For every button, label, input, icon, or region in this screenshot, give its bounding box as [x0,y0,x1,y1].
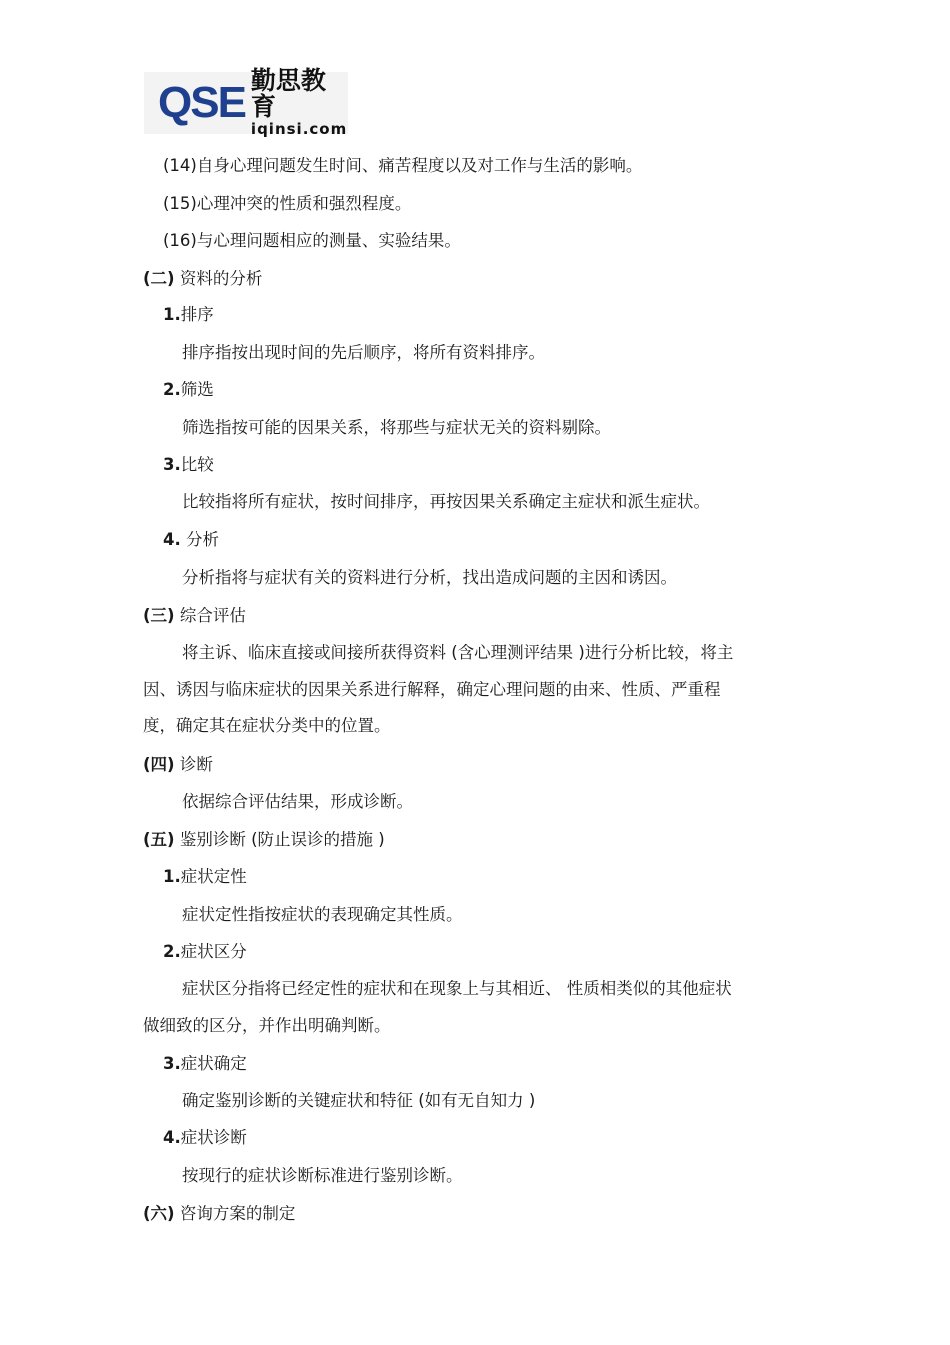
subheading-symptom-diagnosis: 4.症状诊断 [163,1128,247,1147]
section-heading-3: (三) 综合评估 [143,606,246,625]
paragraph: 度，确定其在症状分类中的位置。 [143,716,391,735]
section-heading-4: (四) 诊断 [143,755,213,774]
section-heading-6: (六) 咨询方案的制定 [143,1204,296,1223]
paragraph: 按现行的症状诊断标准进行鉴别诊断。 [182,1166,463,1185]
logo-text [250,65,348,139]
section-heading-2: (二) 资料的分析 [143,269,263,288]
list-item-14: (14)自身心理问题发生时间、痛苦程度以及对工作与生活的影响。 [163,156,643,175]
paragraph: 比较指将所有症状，按时间排序，再按因果关系确定主症状和派生症状。 [182,492,710,511]
subheading-symptom-distinction: 2.症状区分 [163,942,247,961]
subheading-symptom-nature: 1.症状定性 [163,867,247,886]
paragraph: 症状区分指将已经定性的症状和在现象上与其相近、 性质相类似的其他症状 [182,979,732,998]
paragraph: 分析指将与症状有关的资料进行分析，找出造成问题的主因和诱因。 [182,568,677,587]
logo-mark: QSE [158,78,245,127]
paragraph: 症状定性指按症状的表现确定其性质。 [182,905,463,924]
subheading-symptom-confirm: 3.症状确定 [163,1054,247,1073]
paragraph: 将主诉、临床直接或间接所获得资料 (含心理测评结果 )进行分析比较，将主 [182,643,734,662]
logo [144,65,348,139]
subheading-filter: 2.筛选 [163,380,214,399]
paragraph: 确定鉴别诊断的关键症状和特征 (如有无自知力 ) [182,1091,536,1110]
paragraph: 排序指按出现时间的先后顺序，将所有资料排序。 [182,343,545,362]
paragraph: 筛选指按可能的因果关系，将那些与症状无关的资料剔除。 [182,418,611,437]
list-item-15: (15)心理冲突的性质和强烈程度。 [163,194,412,213]
paragraph: 依据综合评估结果，形成诊断。 [182,792,413,811]
subheading-sort: 1.排序 [163,305,214,324]
subheading-compare: 3.比较 [163,455,214,474]
section-heading-5: (五) 鉴别诊断 (防止误诊的措施 ) [143,830,385,849]
subheading-analyze: 4. 分析 [163,530,219,549]
paragraph: 因、诱因与临床症状的因果关系进行解释，确定心理问题的由来、性质、严重程 [143,680,721,699]
logo-url: iqinsi.com [250,120,348,139]
logo-name: 勤思教育 [250,65,326,121]
paragraph: 做细致的区分，并作出明确判断。 [143,1016,391,1035]
list-item-16: (16)与心理问题相应的测量、实验结果。 [163,231,461,250]
